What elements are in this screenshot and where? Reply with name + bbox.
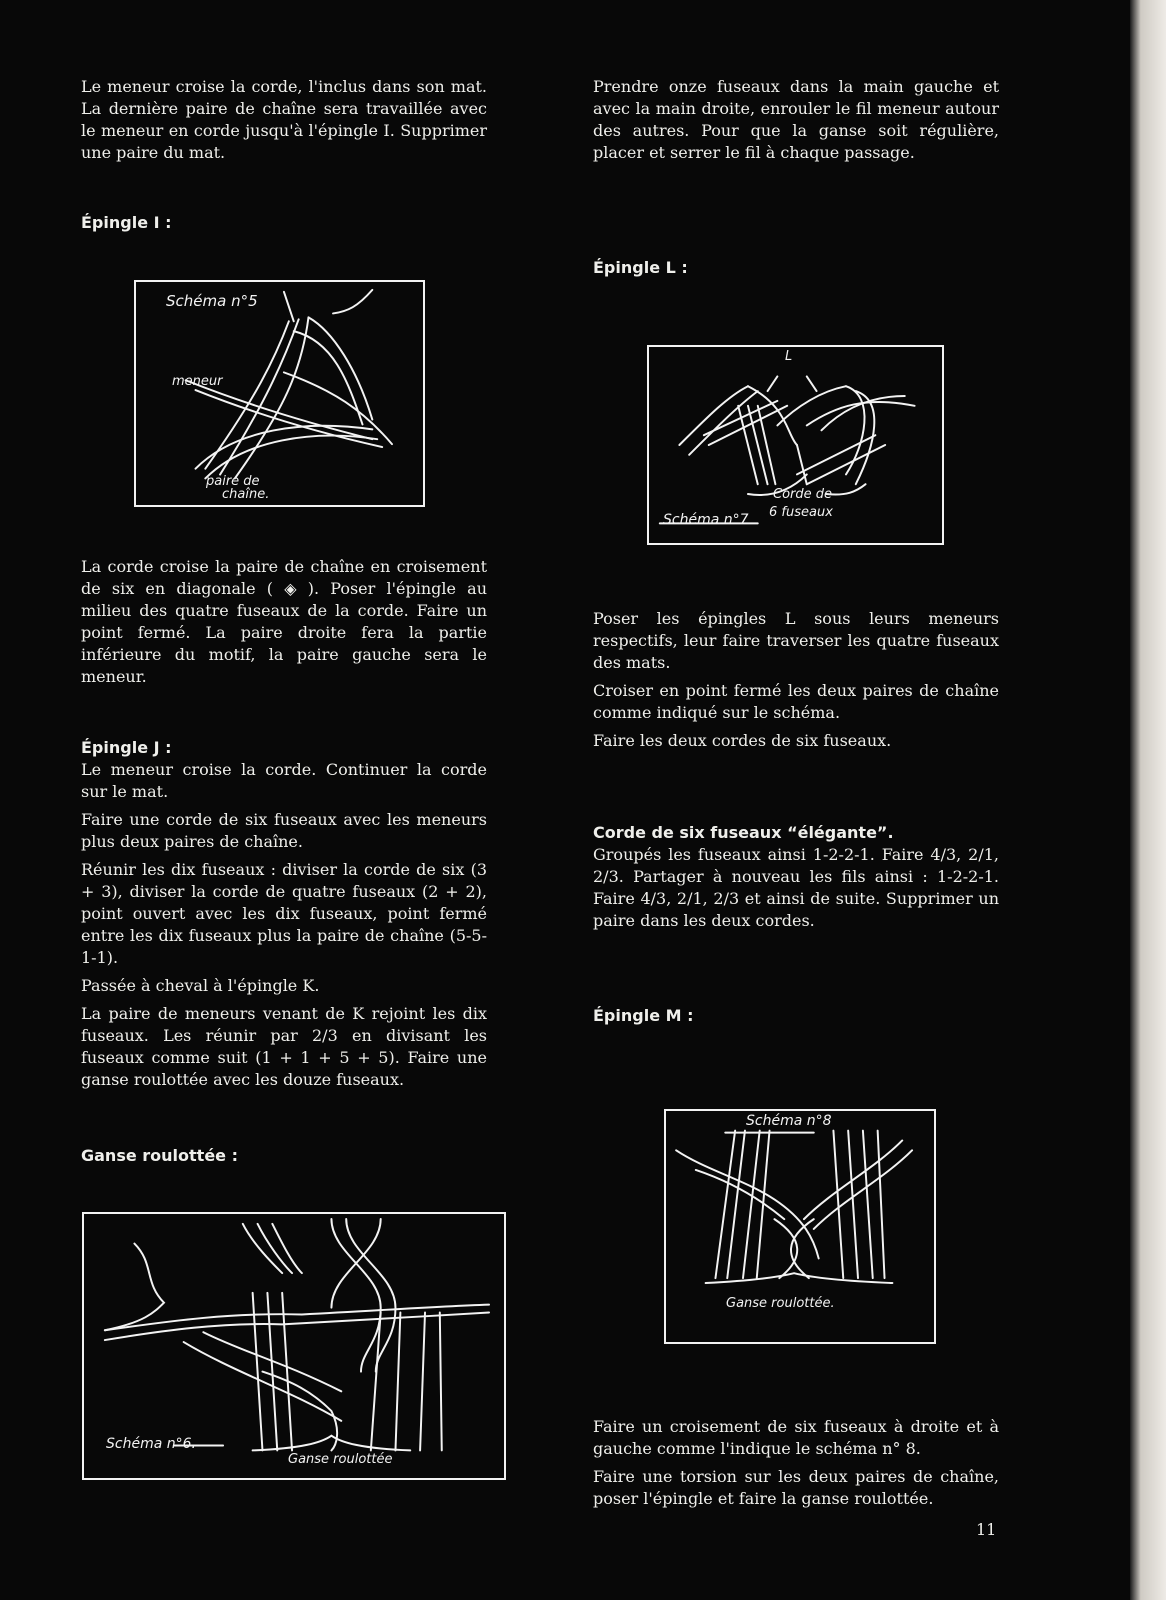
paragraph: La paire de meneurs venant de K rejoint les dix fuseaux. Les réunir par 2/3 en divisant les fuseaux comme suit (1 + 1 + 5 + 5). Faire une ganse roulottée avec les douze fuseaux. <box>81 1004 487 1089</box>
paragraph: Poser les épingles L sous leurs meneurs respectifs, leur faire traverser les quatre fuseaux des mats. <box>593 609 999 672</box>
paragraph: Réunir les dix fuseaux : diviser la corde de six (3 + 3), diviser la corde de quatre fuseaux (2 + 2), point ouvert avec les dix fuseaux, point fermé entre les dix fuseaux plus la paire de chaîne (5-5-1-1). <box>81 860 487 967</box>
left-block-3 <box>81 737 487 1097</box>
heading-epingle-i-block <box>81 212 487 234</box>
heading-epingle-l-block <box>593 257 999 279</box>
paragraph: Le meneur croise la corde, l'inclus dans son mat. La dernière paire de chaîne sera travaillée avec le meneur en corde jusqu'à l'épingle I. Supprimer une paire du mat. <box>81 77 487 162</box>
heading-epingle-l: Épingle L : <box>593 258 688 277</box>
paragraph: Le meneur croise la corde. Continuer la corde sur le mat. <box>81 760 487 801</box>
schema-8-title: Schéma n°8 <box>746 1113 832 1129</box>
schema-5-paire-label: paire de <box>206 474 260 489</box>
schema-7-figure <box>647 345 944 545</box>
page-edge <box>1130 0 1166 1600</box>
heading-ganse-block <box>81 1145 487 1167</box>
left-intro <box>81 76 487 170</box>
schema-7-title: Schéma n°7 <box>663 512 749 528</box>
schema-5-meneur-label: meneur <box>172 374 223 389</box>
paragraph: Prendre onze fuseaux dans la main gauche et avec la main droite, enrouler le fil meneur autour des autres. Pour que la ganse soit régulière, placer et serrer le fil à chaque passage. <box>593 77 999 162</box>
right-block-4 <box>593 1416 999 1516</box>
schema-6-title: Schéma n°6. <box>106 1436 196 1452</box>
paragraph: Faire une torsion sur les deux paires de chaîne, poser l'épingle et faire la ganse roulottée. <box>593 1467 999 1508</box>
paragraph: Groupés les fuseaux ainsi 1-2-2-1. Faire 4/3, 2/1, 2/3. Partager à nouveau les fils ainsi : 1-2-2-1. Faire 4/3, 2/1, 2/3 et ainsi de suite. Supprimer un paire dans les deux cordes. <box>593 845 999 930</box>
heading-epingle-m: Épingle M : <box>593 1006 694 1025</box>
schema-5-chaine-label: chaîne. <box>222 487 270 502</box>
paragraph: Faire un croisement de six fuseaux à droite et à gauche comme l'indique le schéma n° 8. <box>593 1417 999 1458</box>
paragraph: Faire les deux cordes de six fuseaux. <box>593 731 892 750</box>
heading-epingle-m-block <box>593 1005 999 1027</box>
schema-5-drawing <box>136 282 423 505</box>
schema-8-label: Ganse roulottée. <box>726 1296 835 1311</box>
schema-6-label: Ganse roulottée <box>288 1452 393 1467</box>
schema-7-fuseaux-label: 6 fuseaux <box>769 505 833 520</box>
right-block-2 <box>593 608 999 758</box>
schema-5-title: Schéma n°5 <box>166 292 258 310</box>
heading-epingle-j: Épingle J : <box>81 738 172 757</box>
schema-7-corde-label: Corde de <box>773 487 833 502</box>
schema-6-figure <box>82 1212 506 1480</box>
page-number: 11 <box>976 1520 997 1539</box>
right-intro <box>593 76 999 170</box>
right-block-3 <box>593 822 999 938</box>
heading-ganse-roulottee: Ganse roulottée : <box>81 1146 238 1165</box>
schema-8-figure <box>664 1109 936 1344</box>
heading-corde-elegante: Corde de six fuseaux “élégante”. <box>593 823 894 842</box>
schema-7-l-label: L <box>785 349 793 364</box>
heading-epingle-i: Épingle I : <box>81 213 172 232</box>
paragraph: Passée à cheval à l'épingle K. <box>81 976 320 995</box>
schema-5-figure <box>134 280 425 507</box>
paragraph: Faire une corde de six fuseaux avec les meneurs plus deux paires de chaîne. <box>81 810 487 851</box>
left-block-2 <box>81 556 487 694</box>
paragraph: La corde croise la paire de chaîne en croisement de six en diagonale ( ◈ ). Poser l'épingle au milieu des quatre fuseaux de la corde. Faire un point fermé. La paire droite fera la partie inférieure du motif, la paire gauche sera le meneur. <box>81 557 487 686</box>
paragraph: Croiser en point fermé les deux paires de chaîne comme indiqué sur le schéma. <box>593 681 999 722</box>
